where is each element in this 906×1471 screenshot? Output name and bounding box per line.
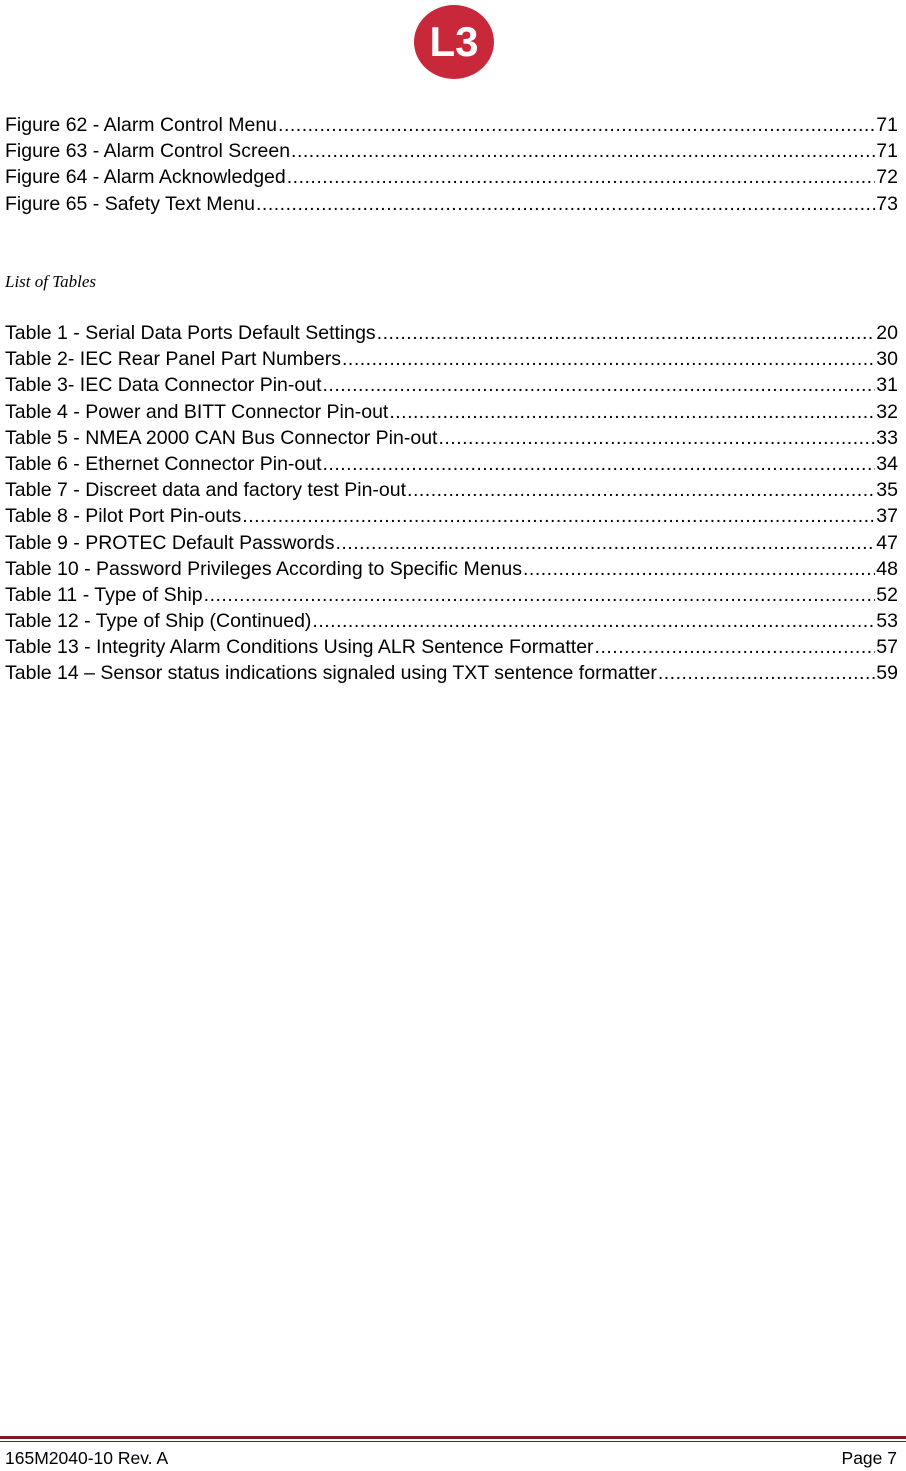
entry-title: Figure 63 - Alarm Control Screen: [5, 140, 291, 163]
dot-leader: [658, 660, 875, 686]
dot-leader: [377, 320, 876, 346]
toc-entry[interactable]: [5, 556, 898, 582]
toc-entry[interactable]: [5, 372, 898, 398]
entry-title: Table 2- IEC Rear Panel Part Numbers: [5, 348, 341, 371]
toc-entry[interactable]: [5, 582, 898, 608]
entry-page: 57: [876, 636, 898, 659]
entry-title: Figure 65 - Safety Text Menu: [5, 192, 256, 215]
dot-leader: [389, 399, 875, 425]
entry-page: 73: [876, 192, 898, 215]
toc-entry[interactable]: [5, 477, 898, 503]
entry-title: Table 8 - Pilot Port Pin-outs: [5, 505, 242, 528]
entry-page: 35: [876, 479, 898, 502]
dot-leader: [204, 582, 876, 608]
dot-leader: [287, 164, 876, 190]
entry-title: Table 5 - NMEA 2000 CAN Bus Connector Pin-out: [5, 426, 438, 449]
entry-title: Table 13 - Integrity Alarm Conditions Using ALR Sentence Formatter: [5, 636, 594, 659]
footer-page-number: Page 7: [841, 1448, 897, 1468]
entry-title: Table 11 - Type of Ship: [5, 583, 203, 606]
footer-rule-thin: [0, 1441, 906, 1442]
entry-title: Table 7 - Discreet data and factory test Pin-out: [5, 479, 407, 502]
entry-page: 47: [876, 531, 898, 554]
toc-entry[interactable]: [5, 399, 898, 425]
entry-page: 20: [876, 322, 898, 344]
entry-page: 33: [876, 426, 898, 449]
dot-leader: [595, 634, 876, 660]
toc-entry[interactable]: [5, 530, 898, 556]
dot-leader: [291, 138, 875, 164]
toc-entry[interactable]: [5, 138, 898, 164]
entry-page: 52: [876, 583, 898, 606]
list-of-tables: [5, 320, 898, 687]
dot-leader: [256, 191, 875, 217]
toc-entry[interactable]: [5, 608, 898, 634]
dot-leader: [278, 112, 875, 138]
entry-title: Table 4 - Power and BITT Connector Pin-out: [5, 400, 389, 423]
entry-title: Table 6 - Ethernet Connector Pin-out: [5, 452, 322, 475]
entry-page: 30: [876, 348, 898, 371]
dot-leader: [438, 425, 875, 451]
dot-leader: [523, 556, 875, 582]
entry-title: Table 10 - Password Privileges According to Specific Menus: [5, 557, 522, 580]
toc-entry[interactable]: [5, 164, 898, 190]
dot-leader: [323, 451, 876, 477]
dot-leader: [407, 477, 875, 503]
entry-title: Table 12 - Type of Ship (Continued): [5, 610, 312, 633]
entry-page: 34: [876, 452, 898, 475]
list-of-tables-heading: List of Tables: [5, 272, 97, 291]
toc-entry[interactable]: [5, 634, 898, 660]
entry-page: 31: [876, 374, 898, 397]
dot-leader: [342, 346, 875, 372]
toc-entry[interactable]: [5, 112, 898, 138]
entry-page: 32: [876, 400, 898, 423]
l3-logo: [412, 4, 496, 80]
entry-page: 53: [876, 610, 898, 633]
entry-title: Table 3- IEC Data Connector Pin-out: [5, 374, 322, 397]
entry-title: Table 14 – Sensor status indications signaled using TXT sentence formatter: [5, 662, 657, 685]
entry-title: Figure 62 - Alarm Control Menu: [5, 114, 278, 136]
entry-page: 48: [876, 557, 898, 580]
toc-entry[interactable]: [5, 660, 898, 686]
toc-entry[interactable]: [5, 320, 898, 346]
dot-leader: [335, 530, 875, 556]
entry-title: Table 1 - Serial Data Ports Default Settings: [5, 322, 376, 344]
logo-text: L3: [429, 18, 479, 65]
toc-entry[interactable]: [5, 346, 898, 372]
entry-title: Table 9 - PROTEC Default Passwords: [5, 531, 335, 554]
entry-page: 72: [876, 166, 898, 189]
entry-page: 37: [876, 505, 898, 528]
footer-doc-id: 165M2040-10 Rev. A: [5, 1448, 169, 1468]
footer-rule-thick: [0, 1436, 906, 1439]
toc-entry[interactable]: [5, 425, 898, 451]
entry-title: Figure 64 - Alarm Acknowledged: [5, 166, 286, 189]
toc-entry[interactable]: [5, 191, 898, 217]
list-of-figures: [5, 112, 898, 217]
entry-page: 71: [876, 140, 898, 163]
entry-page: 59: [876, 662, 898, 685]
dot-leader: [323, 372, 876, 398]
entry-page: 71: [876, 114, 898, 136]
toc-entry[interactable]: [5, 503, 898, 529]
dot-leader: [312, 608, 875, 634]
toc-entry[interactable]: [5, 451, 898, 477]
dot-leader: [242, 503, 875, 529]
